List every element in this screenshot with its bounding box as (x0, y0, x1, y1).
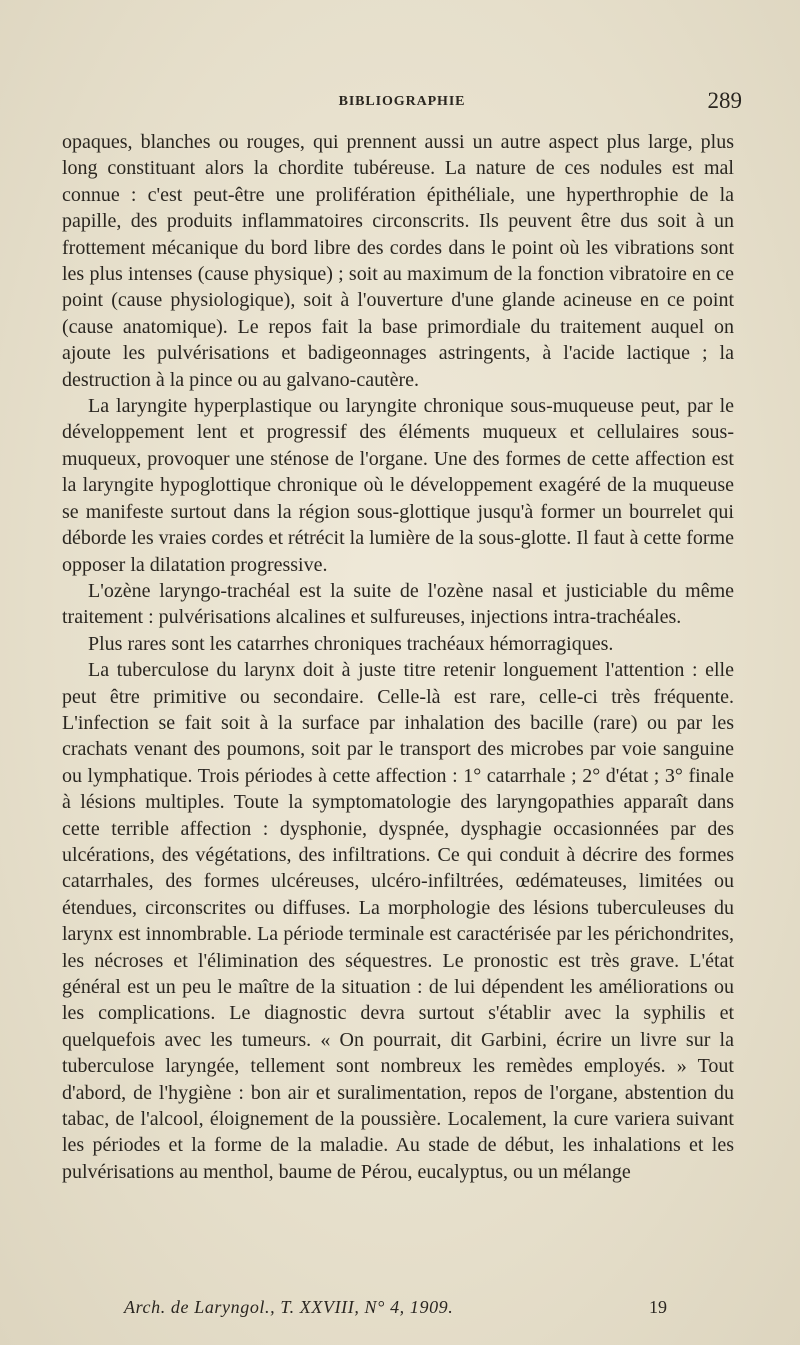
paragraph-hyperplastic-laryngitis: La laryngite hyperplastique ou laryngite chronique sous-muqueuse peut, par le développement lent et progressif des éléments muqueux et cellulaires sous-muqueux, provoquer une sténose de l'organe. Une des formes de cette affection est la laryngite hypoglottique chronique où le développement exagéré de la muqueuse se manifeste surtout dans la région sous-glottique jusqu'à former un bourrelet qui déborde les vraies cordes et rétrécit la lumière de la sous-glotte. Il faut à cette forme opposer la dilatation progressive. (62, 395, 734, 576)
paragraph-ozena: L'ozène laryngo-trachéal est la suite de l'ozène nasal et justiciable du même traitement : pulvérisations alcalines et sulfureuses, injections intra-trachéales. (62, 579, 734, 629)
page-footer (62, 1297, 734, 1327)
signature-mark: 19 (649, 1297, 667, 1317)
running-title: BIBLIOGRAPHIE (338, 94, 466, 109)
page-number: 289 (707, 88, 742, 113)
paragraph-catarrh: Plus rares sont les catarrhes chroniques trachéaux hémorragiques. (88, 632, 614, 655)
running-head (62, 88, 742, 124)
body-text (62, 129, 734, 1185)
journal-citation: Arch. de Laryngol., T. XXVIII, N° 4, 1909. (124, 1297, 454, 1317)
paragraph-continuation: opaques, blanches ou rouges, qui prennent aussi un autre aspect plus large, plus long constituant alors la chordite tubéreuse. La nature de ces nodules est mal connue : c'est peut-être une prolifération épithéliale, une hyperthrophie de la papille, des produits inflammatoires circonscrits. Ils peuvent être dus soit à un frottement mécanique du bord libre des cordes dans le point où les vibrations sont les plus intenses (cause physique) ; soit au maximum de la fonction vibratoire en ce point (cause physiologique), soit à l'ouverture d'une glande acineuse en ce point (cause anatomique). Le repos fait la base primordiale du traitement auquel on ajoute les pulvérisations et badigeonnages astringents, à l'acide lactique ; la destruction à la pince ou au galvano-cautère. (62, 131, 734, 391)
paragraph-tuberculosis: La tuberculose du larynx doit à juste titre retenir longuement l'attention : elle peut être primitive ou secondaire. Celle-là est rare, celle-ci très fréquente. L'infection se fait soit à la surface par inhalation des bacille (rare) ou par les crachats venant des poumons, soit par le transport des microbes par voie sanguine ou lymphatique. Trois périodes à cette affection : 1° catarrhale ; 2° d'état ; 3° finale à lésions multiples. Toute la symptomatologie des laryngopathies apparaît dans cette terrible affection : dysphonie, dyspnée, dysphagie occasionnées par des ulcérations, des végétations, des infiltrations. Ce qui conduit à décrire des formes catarrhales, des formes ulcéreuses, ulcéro-infiltrées, œdémateuses, limitées ou étendues, circonscrites ou diffuses. La morphologie des lésions tuberculeuses du larynx est innombrable. La période terminale est caractérisée par les périchondrites, les nécroses et l'élimination des séquestres. Le pronostic est très grave. L'état général est un peu le maître de la situation : de lui dépendent les améliorations ou les complications. Le diagnostic devra surtout s'établir avec la syphilis et quelquefois avec les tumeurs. « On pourrait, dit Garbini, écrire un livre sur la tuberculose laryngée, tellement sont nombreux les remèdes employés. » Tout d'abord, de l'hygiène : bon air et suralimentation, repos de l'organe, abstention du tabac, de l'alcool, éloignement de la poussière. Localement, la cure variera suivant les périodes et la forme de la maladie. Au stade de début, les inhalations et les pulvérisations au menthol, baume de Pérou, eucalyptus, ou un mélange (62, 659, 734, 1183)
